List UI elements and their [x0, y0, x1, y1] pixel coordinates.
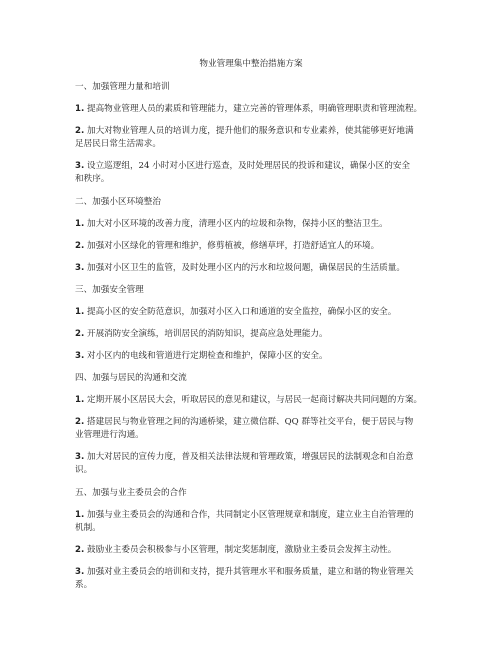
- item-continuation: 机制。: [75, 523, 101, 533]
- list-item: [75, 261, 445, 276]
- list-item: [75, 239, 445, 254]
- section-heading: 二、加强小区环境整治: [75, 197, 161, 207]
- item-number: 1.: [75, 510, 85, 520]
- item-number: 1.: [75, 395, 85, 405]
- item-number: 1.: [75, 307, 85, 317]
- item-text: 加强与业主委员会的沟通和合作，共同制定小区管理规章和制度，建立业主自治管理的: [86, 510, 414, 520]
- item-number: 2.: [75, 545, 85, 555]
- list-item: [75, 327, 445, 342]
- list-item: [75, 393, 445, 408]
- item-continuation: 系。: [75, 580, 93, 590]
- item-text: 加强对小区卫生的监管，及时处理小区内的污水和垃圾问题，确保居民的生活质量。: [86, 263, 405, 273]
- item-text: 鼓励业主委员会积极参与小区管理，制定奖惩制度，激励业主委员会发挥主动性。: [86, 545, 397, 555]
- list-item: [75, 543, 445, 558]
- item-number: 1.: [75, 219, 85, 229]
- item-continuation: 识。: [75, 465, 93, 475]
- item-number: 2.: [75, 329, 85, 339]
- document-title: 物业管理集中整治措施方案: [199, 59, 303, 69]
- item-number: 3.: [75, 452, 85, 462]
- item-text: 加大对物业管理人员的培训力度，提升他们的服务意识和专业素养，使其能够更好地满: [86, 126, 414, 136]
- item-text: 加强对业主委员会的培训和支持，提升其管理水平和服务质量，建立和谐的物业管理关: [86, 567, 414, 577]
- item-text: 搭建居民与物业管理之间的沟通桥梁，建立微信群、QQ 群等社交平台，便于居民与物: [86, 417, 414, 427]
- section-heading: 四、加强与居民的沟通和交流: [75, 373, 187, 383]
- item-number: 1.: [75, 104, 85, 114]
- item-continuation: 和秩序。: [75, 174, 110, 184]
- list-item: [75, 102, 445, 117]
- item-number: 3.: [75, 567, 85, 577]
- item-number: 2.: [75, 241, 85, 251]
- item-text: 加强对小区绿化的管理和维护，修剪植被，修缮草坪，打造舒适宜人的环境。: [86, 241, 380, 251]
- item-number: 3.: [75, 263, 85, 273]
- section-heading: 三、加强安全管理: [75, 285, 144, 295]
- section-heading: 五、加强与业主委员会的合作: [75, 488, 187, 498]
- item-number: 2.: [75, 126, 85, 136]
- section-heading: 一、加强管理力量和培训: [75, 82, 170, 92]
- item-text: 定期开展小区居民大会，听取居民的意见和建议，与居民一起商讨解决共同问题的方案。: [86, 395, 423, 405]
- item-text: 开展消防安全演练，培训居民的消防知识，提高应急处理能力。: [86, 329, 328, 339]
- item-number: 3.: [75, 161, 85, 171]
- item-text: 加大对居民的宣传力度，普及相关法律法规和管理政策，增强居民的法制观念和自治意: [86, 452, 414, 462]
- item-text: 设立巡逻组，24 小时对小区进行巡查，及时处理居民的投诉和建议，确保小区的安全: [86, 161, 411, 171]
- item-number: 3.: [75, 351, 85, 361]
- item-number: 2.: [75, 417, 85, 427]
- item-text: 加大对小区环境的改善力度，清理小区内的垃圾和杂物，保持小区的整洁卫生。: [86, 219, 388, 229]
- list-item: [75, 305, 445, 320]
- list-item: [75, 217, 445, 232]
- item-continuation: 业管理进行沟通。: [75, 430, 144, 440]
- item-text: 提高小区的安全防范意识，加强对小区入口和通道的安全监控，确保小区的安全。: [86, 307, 397, 317]
- item-text: 对小区内的电线和管道进行定期检查和维护，保障小区的安全。: [86, 351, 328, 361]
- item-text: 提高物业管理人员的素质和管理能力，建立完善的管理体系，明确管理职责和管理流程。: [86, 104, 423, 114]
- list-item: [75, 349, 445, 364]
- item-continuation: 足居民日常生活需求。: [75, 139, 161, 149]
